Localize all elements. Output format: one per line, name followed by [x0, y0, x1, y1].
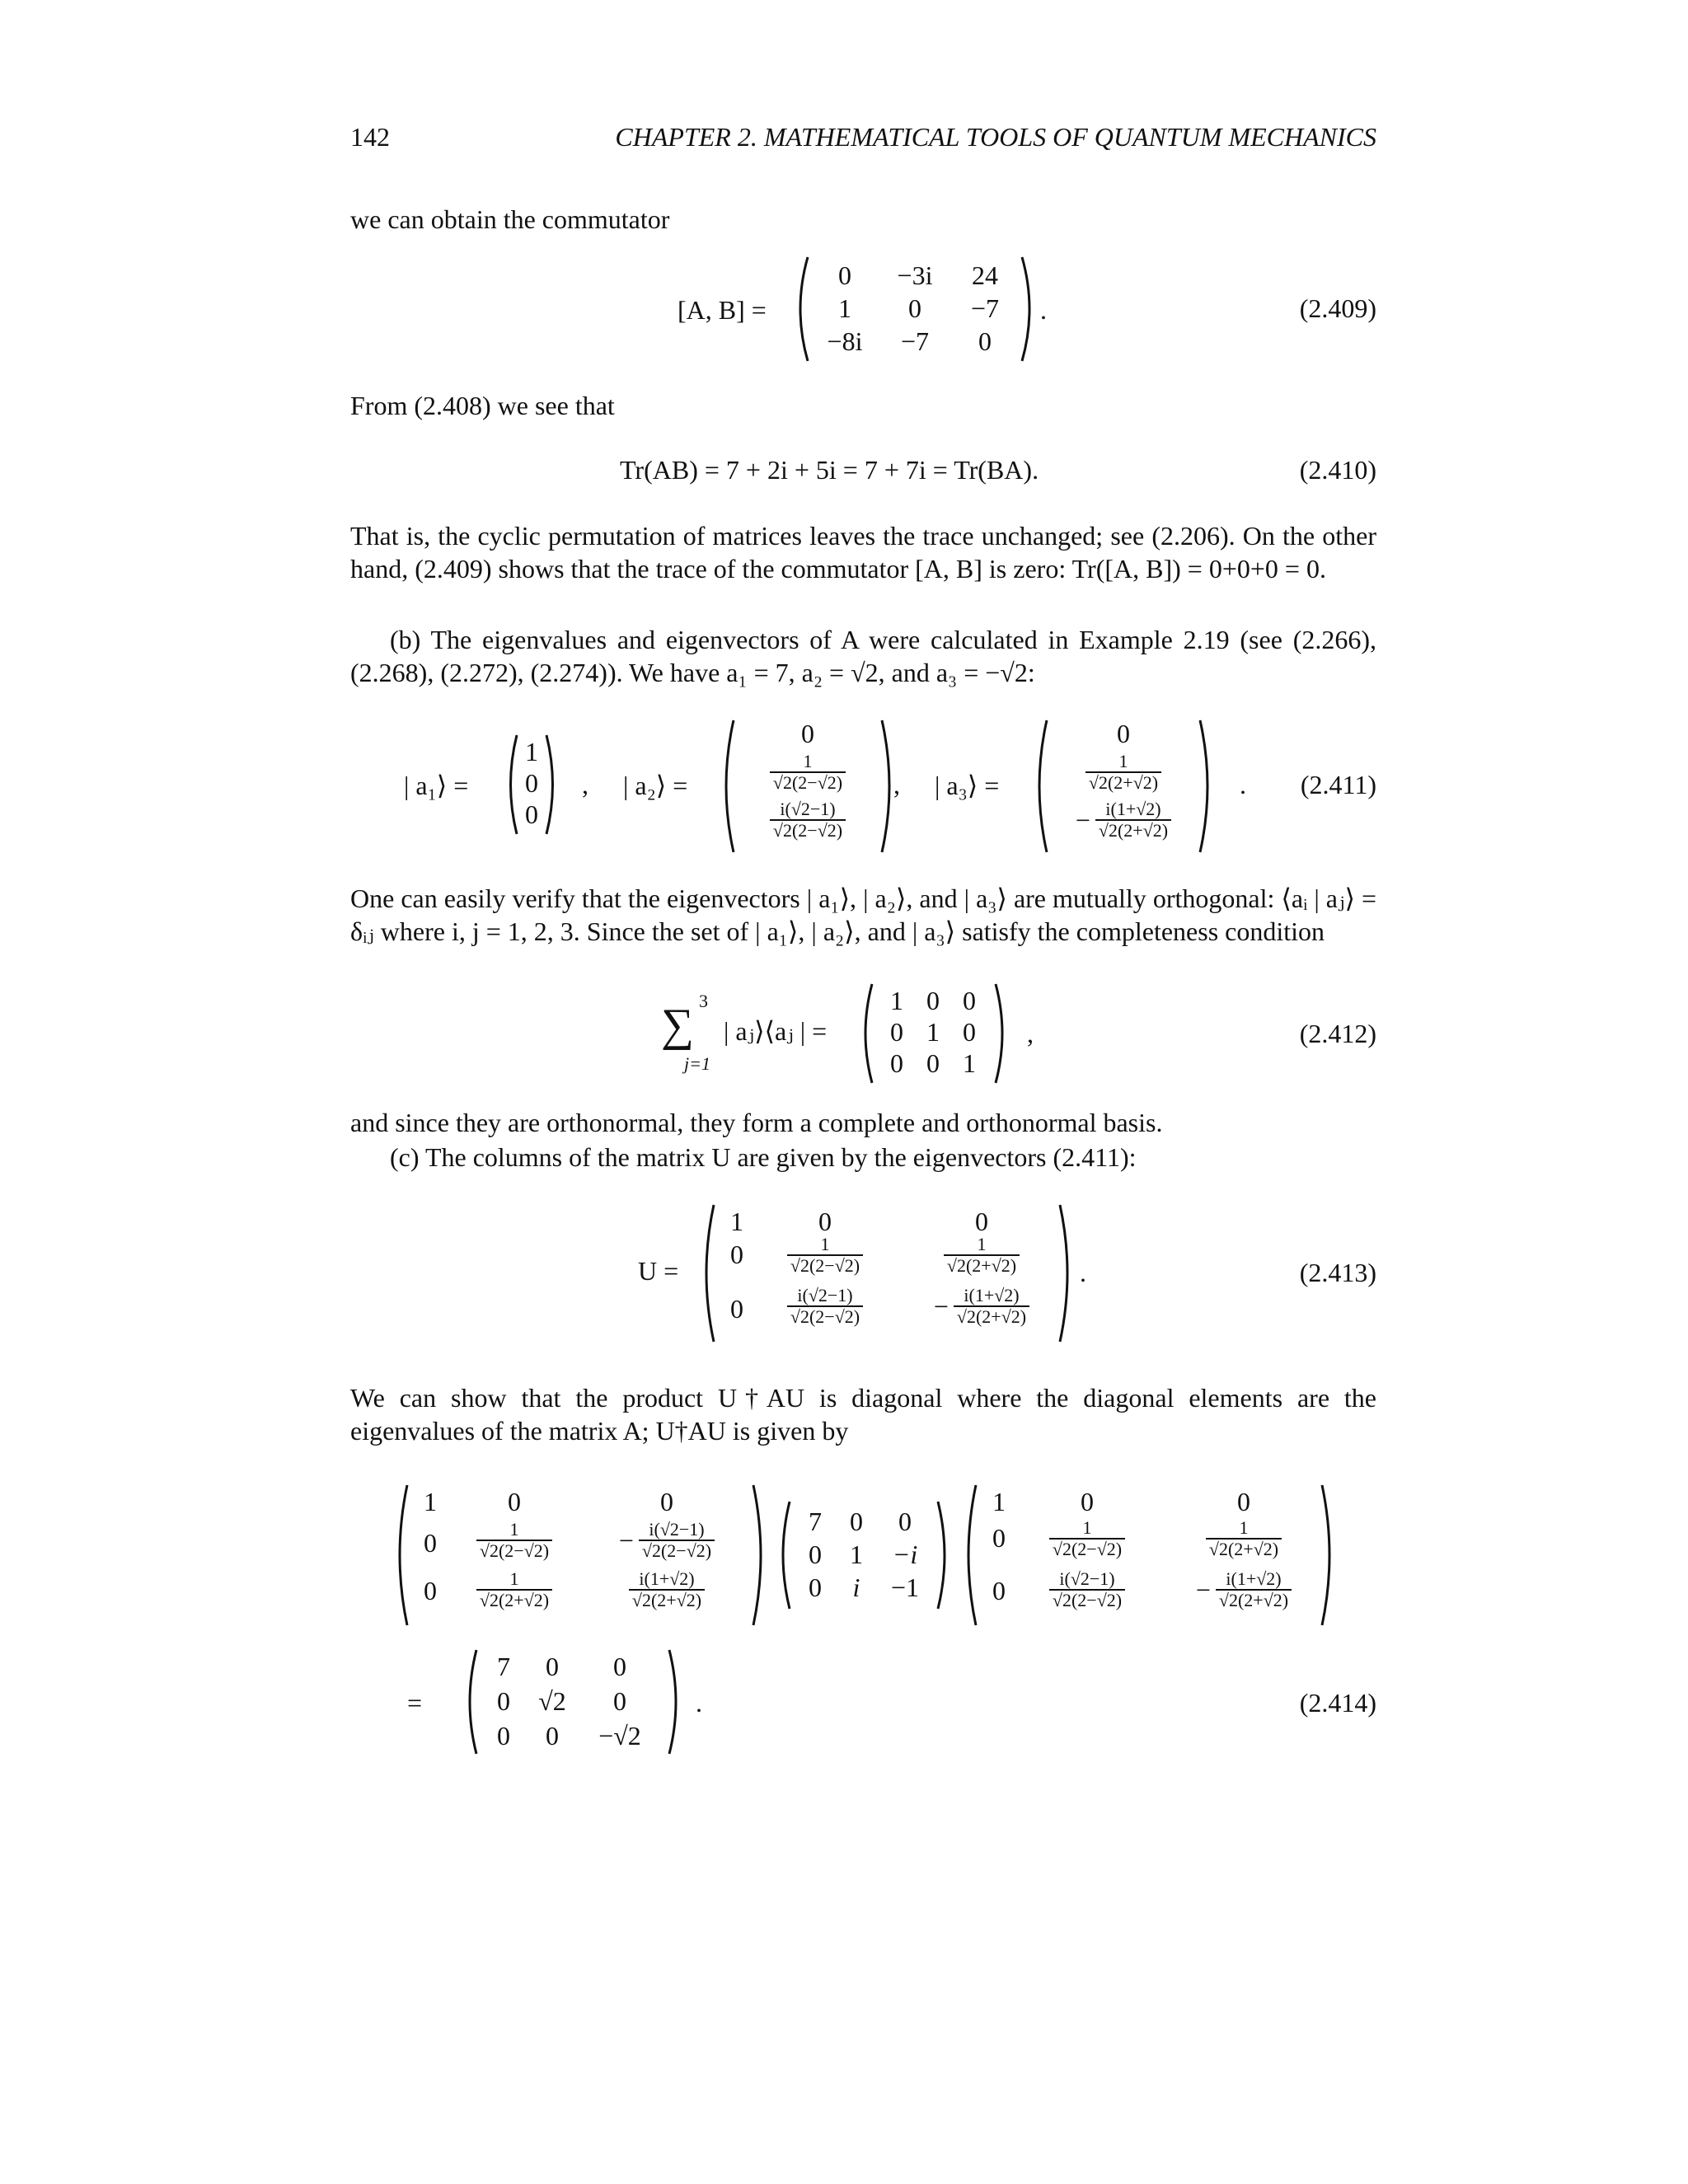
frac-den: √2(2−√2) — [770, 819, 846, 841]
right-paren-icon — [544, 733, 560, 836]
frac-den: √2(2+√2) — [629, 1589, 705, 1610]
right-paren-icon — [992, 982, 1010, 1085]
A-r0c1: 0 — [850, 1507, 863, 1536]
eq411-a1-label: | a₁⟩ = — [404, 771, 469, 800]
page-number: 142 — [350, 122, 390, 152]
A-r2c1: i — [852, 1572, 860, 1602]
right-paren-icon — [1019, 255, 1039, 363]
eq409-number: (2.409) — [1299, 293, 1376, 323]
m412-r1c0: 0 — [890, 1017, 903, 1047]
u2-r1c0: 0 — [992, 1523, 1006, 1553]
eq412-number: (2.412) — [1299, 1019, 1376, 1048]
frac-den: √2(2+√2) — [1216, 1589, 1292, 1610]
ud-r1c0: 0 — [424, 1528, 437, 1558]
a3-c1-frac — [1085, 752, 1161, 793]
res-r2c1: 0 — [546, 1721, 559, 1750]
left-paren-icon — [717, 719, 737, 854]
frac-den: √2(2+√2) — [1206, 1538, 1282, 1559]
m409-r2c1: −7 — [900, 326, 930, 356]
right-paren-icon — [750, 1483, 770, 1627]
ud-r1c2-frac — [639, 1520, 715, 1561]
ud-r1c1-frac — [476, 1520, 552, 1561]
eq411-number: (2.411) — [1300, 770, 1376, 799]
a3-c2-frac — [1095, 799, 1171, 841]
paragraph-eigen: (b) The eigenvalues and eigenvectors of A were calculated in Example 2.19 (see (2.266), (2.268), (2.272), (2.274)). We have a₁ = 7, a₂ = √2, and a₃ = −√2: — [350, 625, 1376, 687]
frac-den: √2(2−√2) — [639, 1540, 715, 1561]
eq409-lhs: [A, B] = — [678, 295, 767, 325]
m412-r1c2: 0 — [963, 1017, 976, 1047]
paragraph-basis: and since they are orthonormal, they form a complete and orthonormal basis. — [350, 1108, 1163, 1137]
eigenvector-a3 — [1030, 719, 1217, 854]
m409-r2c0: −8i — [827, 326, 863, 356]
frac-den: √2(2−√2) — [787, 1254, 863, 1276]
frac-num: 1 — [1082, 1517, 1092, 1538]
u-r0c2: 0 — [975, 1207, 988, 1236]
u2-r0c0: 1 — [992, 1487, 1006, 1516]
frac-den: √2(2+√2) — [1095, 819, 1171, 841]
paragraph-orthogonal: One can easily verify that the eigenvectors | a₁⟩, | a₂⟩, and | a₃⟩ are mutually orthogonal: ⟨aᵢ | aⱼ⟩ = δᵢⱼ where i, j = 1, 2, 3. Since the set of | a₁⟩, | a₂⟩, and | a₃⟩ satisfy the completeness condition — [350, 883, 1376, 946]
m409-r0c1: −3i — [897, 260, 933, 290]
sum-body: | aⱼ⟩⟨aⱼ | = — [724, 1016, 828, 1046]
a1-c1: 0 — [525, 768, 538, 798]
ud-r2c0: 0 — [424, 1576, 437, 1605]
left-paren-icon — [775, 1500, 793, 1610]
m412-r0c2: 0 — [963, 986, 976, 1015]
left-paren-icon — [1030, 719, 1050, 854]
frac-num: 1 — [820, 1234, 830, 1254]
frac-num: i(√2−1) — [780, 799, 836, 819]
u2-r2c1-frac — [1049, 1569, 1125, 1610]
a1-c0: 1 — [525, 737, 538, 766]
eq414-equals: = — [407, 1688, 423, 1718]
minus-sign: − — [933, 1291, 949, 1321]
u-r0c0: 1 — [730, 1207, 743, 1236]
frac-num: i(√2−1) — [649, 1519, 705, 1540]
m409-r1c0: 1 — [838, 293, 851, 323]
a2-c1-frac — [770, 752, 846, 793]
m409-r0c0: 0 — [838, 260, 851, 290]
frac-num: i(1+√2) — [1226, 1568, 1282, 1589]
eq413-number: (2.413) — [1299, 1258, 1376, 1287]
left-paren-icon — [959, 1483, 979, 1627]
ud-r0c2: 0 — [660, 1487, 673, 1516]
A-r1c2: −i — [892, 1540, 918, 1569]
u2-r0c2: 0 — [1237, 1487, 1250, 1516]
frac-den: √2(2−√2) — [770, 771, 846, 793]
u2-r0c1: 0 — [1081, 1487, 1094, 1516]
res-r0c0: 7 — [497, 1652, 510, 1681]
eq410-text: Tr(AB) = 7 + 2i + 5i = 7 + 7i = Tr(BA). — [620, 455, 1039, 485]
res-r2c2: −√2 — [598, 1721, 641, 1750]
frac-num: i(√2−1) — [1059, 1568, 1115, 1589]
eq410-number: (2.410) — [1299, 455, 1376, 485]
frac-num: i(1+√2) — [964, 1285, 1020, 1305]
left-paren-icon — [791, 255, 811, 363]
A-r0c0: 7 — [809, 1507, 822, 1536]
matrix-A — [775, 1500, 953, 1610]
frac-num: 1 — [509, 1568, 519, 1589]
sum-upper-limit: 3 — [699, 991, 708, 1011]
minus-sign: − — [1195, 1575, 1211, 1605]
frac-num: 1 — [803, 751, 813, 771]
u-r0c1: 0 — [818, 1207, 832, 1236]
chapter-title: CHAPTER 2. MATHEMATICAL TOOLS OF QUANTUM MECHANICS — [615, 122, 1376, 152]
u2-r2c0: 0 — [992, 1576, 1006, 1605]
m412-r2c1: 0 — [926, 1048, 940, 1078]
frac-den: √2(2−√2) — [1049, 1589, 1125, 1610]
left-paren-icon — [462, 1648, 480, 1755]
paragraph-product: We can show that the product U†AU is diagonal where the diagonal elements are the eigenvalues of the matrix A; U†AU is given by — [350, 1383, 1376, 1446]
sum-lower-limit: j=1 — [684, 1053, 710, 1074]
m412-r2c2: 1 — [963, 1048, 976, 1078]
eq411-a2-label: | a₂⟩ = — [623, 771, 688, 800]
right-paren-icon — [935, 1500, 953, 1610]
ud-r2c2-frac — [629, 1569, 705, 1610]
frac-num: 1 — [509, 1519, 519, 1540]
left-paren-icon — [391, 1483, 410, 1627]
A-r1c1: 1 — [850, 1540, 863, 1569]
a2-c2-frac — [770, 799, 846, 841]
paragraph-cyclic: That is, the cyclic permutation of matrices leaves the trace unchanged; see (2.206). On the other hand, (2.409) shows that the trace of the commutator [A, B] is zero: Tr([A, B]) = 0+0+0 = 0. — [350, 521, 1376, 583]
res-r1c1: √2 — [538, 1686, 566, 1716]
frac-num: i(√2−1) — [797, 1285, 853, 1305]
u-r2c0: 0 — [730, 1294, 743, 1324]
paragraph-from: From (2.408) we see that — [350, 391, 615, 420]
matrix-U — [697, 1203, 1076, 1343]
ud-r0c1: 0 — [508, 1487, 521, 1516]
matrix-diagonal-result — [462, 1648, 684, 1755]
eq412-end: , — [1027, 1019, 1034, 1048]
u2-r2c2-frac — [1216, 1569, 1292, 1610]
eq409-matrix — [791, 255, 1039, 363]
eq411-comma1: , — [582, 770, 588, 799]
u-r1c1-frac — [787, 1235, 863, 1276]
left-paren-icon — [857, 982, 875, 1085]
m412-r2c0: 0 — [890, 1048, 903, 1078]
minus-sign: − — [1075, 805, 1090, 835]
a3-c0: 0 — [1117, 719, 1130, 748]
paragraph-intro: we can obtain the commutator — [350, 204, 670, 234]
frac-num: 1 — [977, 1234, 987, 1254]
eq413-end: . — [1080, 1258, 1086, 1287]
u-r2c2-frac — [954, 1286, 1029, 1327]
identity-matrix — [857, 982, 1010, 1085]
u-r1c2-frac — [944, 1235, 1020, 1276]
paragraph-columns: (c) The columns of the matrix U are given by the eigenvectors (2.411): — [390, 1142, 1137, 1172]
left-paren-icon — [697, 1203, 717, 1343]
a2-c0: 0 — [801, 719, 814, 748]
frac-den: √2(2−√2) — [787, 1305, 863, 1327]
matrix-U-dagger — [391, 1483, 770, 1627]
eq414-number: (2.414) — [1299, 1688, 1376, 1718]
u-r2c1-frac — [787, 1286, 863, 1327]
m412-r1c1: 1 — [926, 1017, 940, 1047]
A-r0c2: 0 — [898, 1507, 912, 1536]
m409-r1c2: −7 — [970, 293, 1000, 323]
m409-r2c2: 0 — [978, 326, 992, 356]
matrix-U-second — [959, 1483, 1339, 1627]
m412-r0c0: 1 — [890, 986, 903, 1015]
a1-c2: 0 — [525, 799, 538, 829]
eigenvector-a1 — [503, 733, 560, 836]
eq413-lhs: U = — [638, 1256, 679, 1286]
A-r2c2: −1 — [890, 1572, 920, 1602]
frac-num: i(1+√2) — [639, 1568, 695, 1589]
frac-den: √2(2+√2) — [1085, 771, 1161, 793]
sigma-icon: ∑ — [661, 1000, 694, 1051]
res-r0c2: 0 — [613, 1652, 626, 1681]
res-r2c0: 0 — [497, 1721, 510, 1750]
frac-num: i(1+√2) — [1105, 799, 1161, 819]
frac-num: 1 — [1239, 1517, 1249, 1538]
minus-sign: − — [618, 1526, 634, 1555]
A-r2c0: 0 — [809, 1572, 822, 1602]
eq409-end: . — [1040, 295, 1047, 325]
frac-den: √2(2+√2) — [476, 1589, 552, 1610]
frac-num: 1 — [1118, 751, 1128, 771]
eigenvector-a2 — [717, 719, 898, 854]
res-r1c0: 0 — [497, 1686, 510, 1716]
res-r0c1: 0 — [546, 1652, 559, 1681]
frac-den: √2(2+√2) — [944, 1254, 1020, 1276]
right-paren-icon — [666, 1648, 684, 1755]
frac-den: √2(2+√2) — [954, 1305, 1029, 1327]
eq411-comma2: , — [893, 770, 900, 799]
frac-den: √2(2−√2) — [476, 1540, 552, 1561]
A-r1c0: 0 — [809, 1540, 822, 1569]
eq411-a3-label: | a₃⟩ = — [935, 771, 1000, 800]
frac-den: √2(2−√2) — [1049, 1538, 1125, 1559]
ud-r0c0: 1 — [424, 1487, 437, 1516]
res-r1c2: 0 — [613, 1686, 626, 1716]
m409-r0c2: 24 — [972, 260, 998, 290]
eq414-end: . — [696, 1688, 702, 1718]
u2-r1c2-frac — [1206, 1518, 1282, 1559]
left-paren-icon — [503, 733, 519, 836]
m409-r1c1: 0 — [908, 293, 921, 323]
u2-r1c1-frac — [1049, 1518, 1125, 1559]
eq411-end: . — [1240, 770, 1246, 799]
u-r1c0: 0 — [730, 1240, 743, 1269]
m412-r0c1: 0 — [926, 986, 940, 1015]
page-header — [350, 122, 1376, 163]
right-paren-icon — [1197, 719, 1217, 854]
ud-r2c1-frac — [476, 1569, 552, 1610]
